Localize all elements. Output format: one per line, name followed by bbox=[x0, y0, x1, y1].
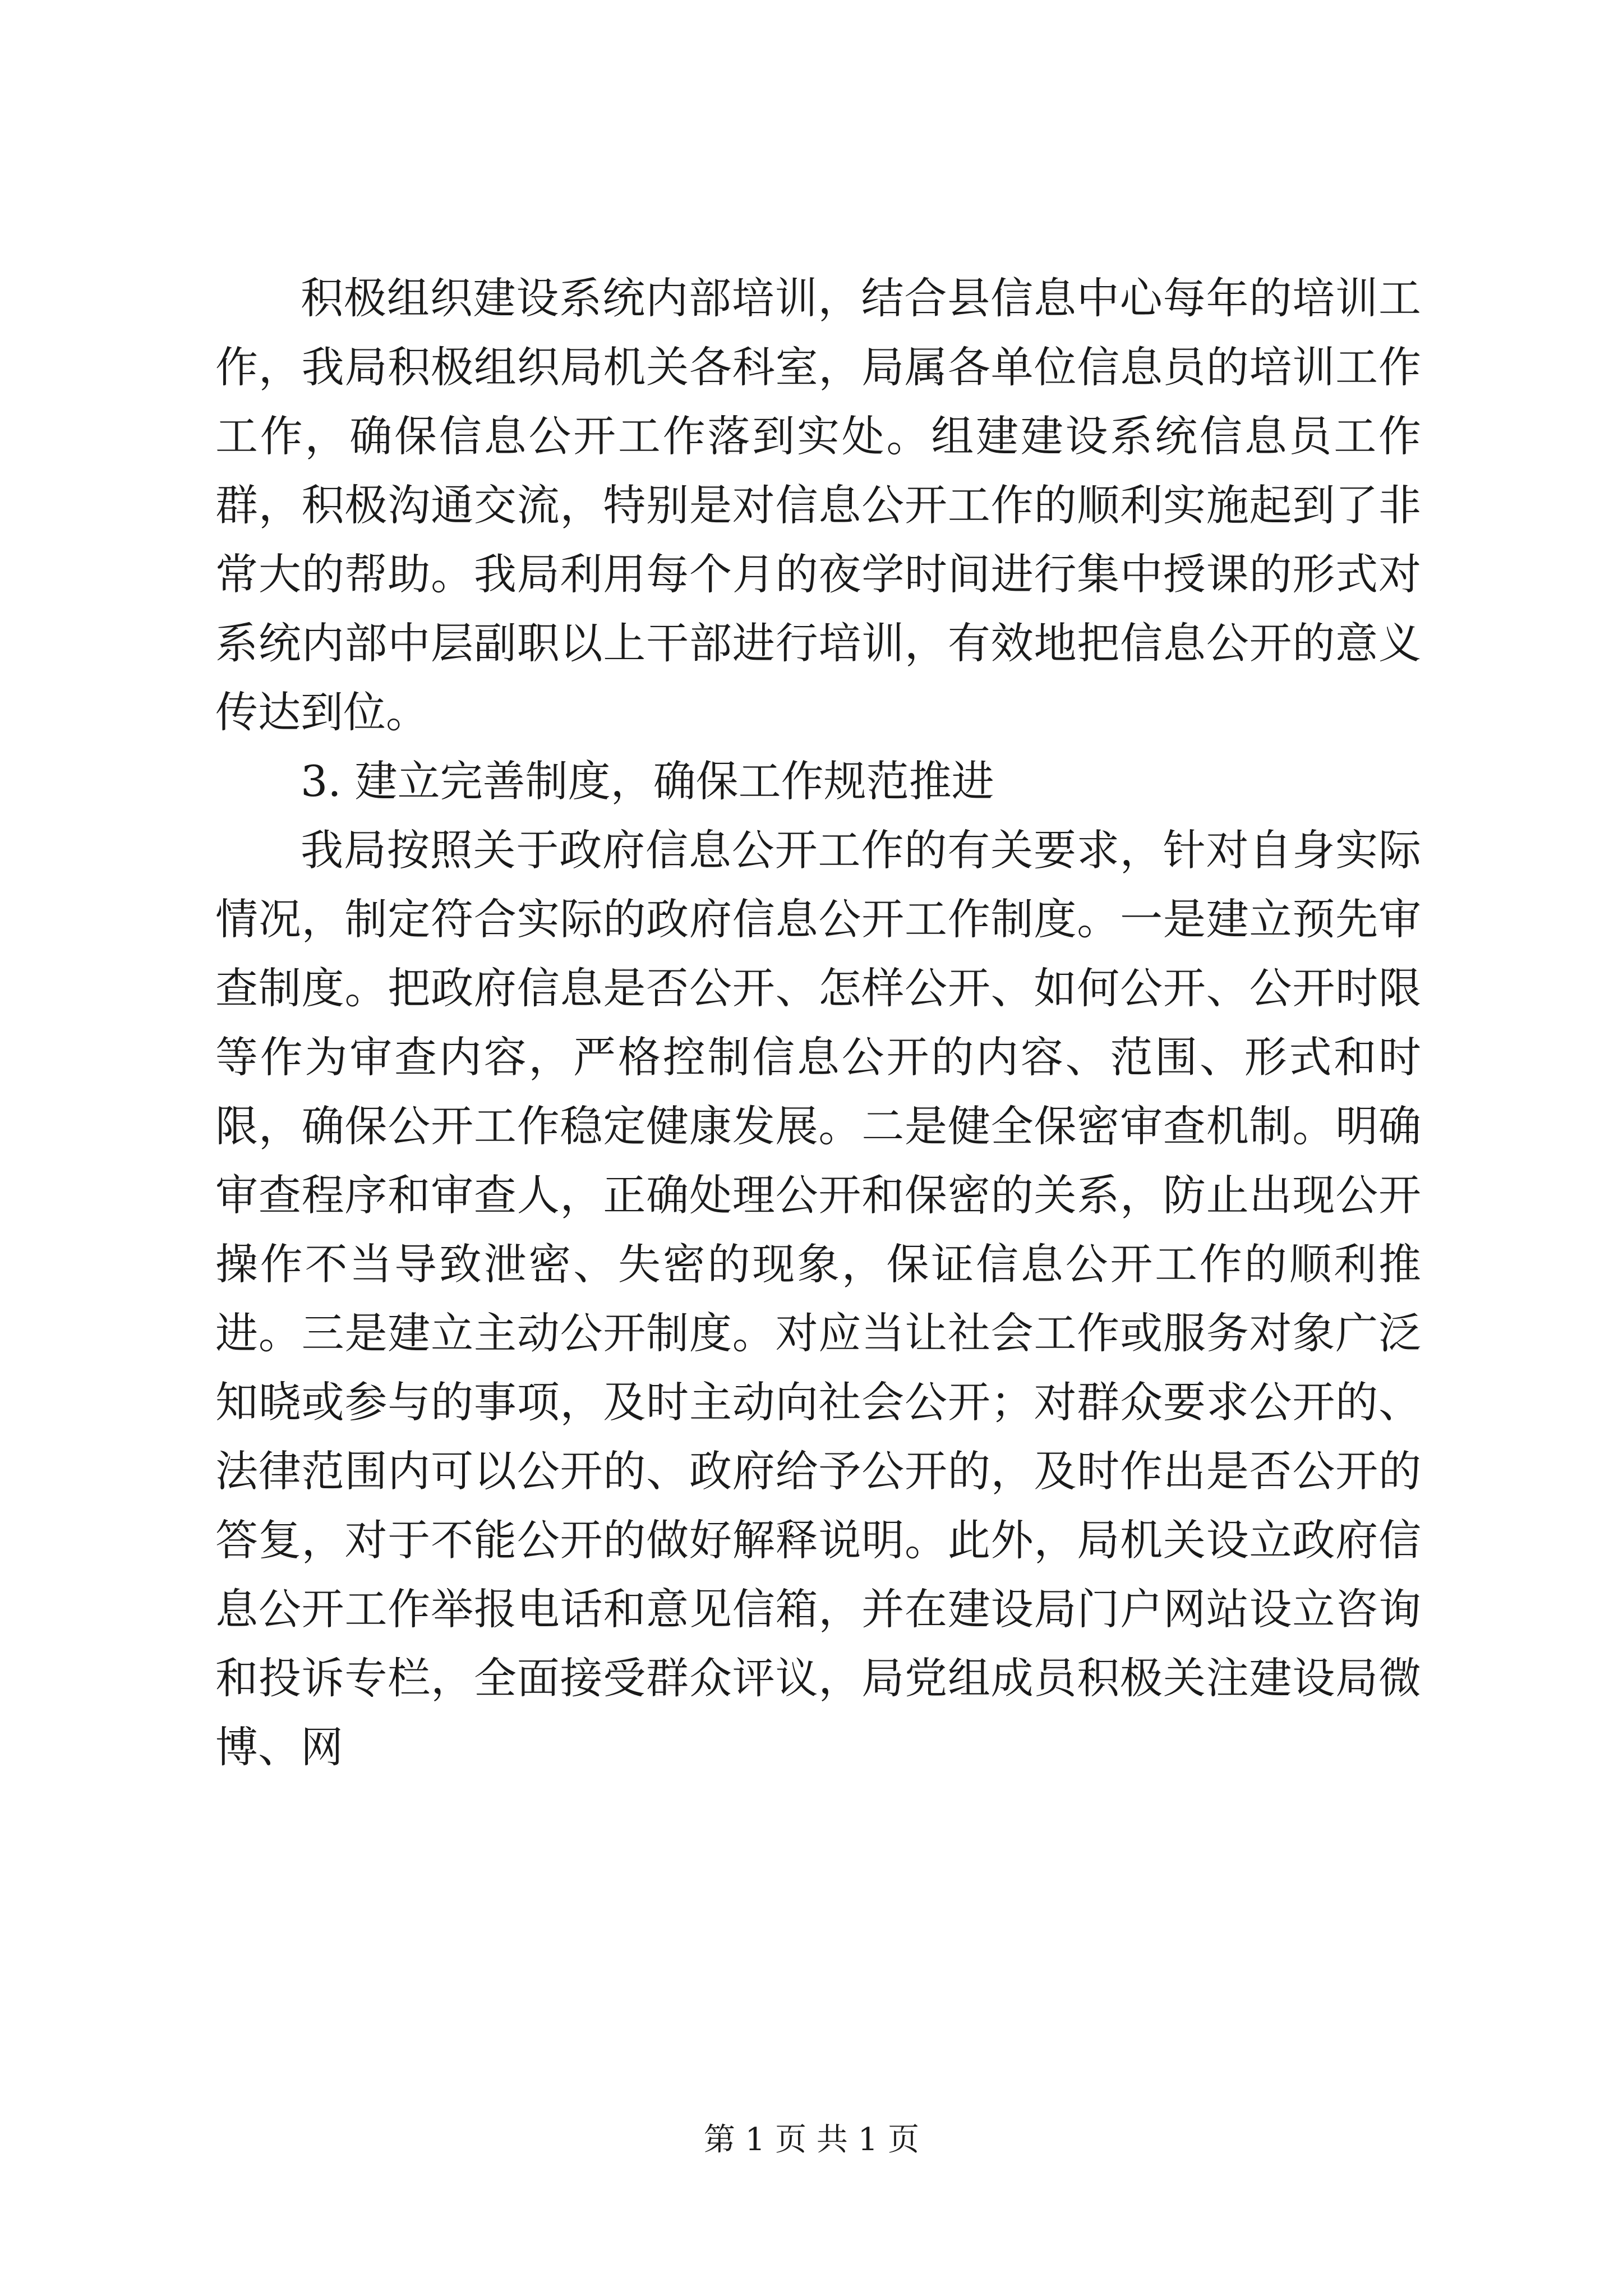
paragraph-system: 我局按照关于政府信息公开工作的有关要求，针对自身实际情况，制定符合实际的政府信息公开工作制度。一是建立预先审查制度。把政府信息是否公开、怎样公开、如何公开、公开时限等作为审查内容，严格控制信息公开的内容、范围、形式和时限，确保公开工作稳定健康发展。二是健全保密审查机制。明确审查程序和审查人，正确处理公开和保密的关系，防止出现公开操作不当导致泄密、失密的现象，保证信息公开工作的顺利推进。三是建立主动公开制度。对应当让社会工作或服务对象广泛知晓或参与的事项，及时主动向社会公开；对群众要求公开的、法律范围内可以公开的、政府给予公开的，及时作出是否公开的答复，对于不能公开的做好解释说明。此外，局机关设立政府信息公开工作举报电话和意见信箱，并在建设局门户网站设立咨询和投诉专栏，全面接受群众评议，局党组成员积极关注建设局微博、网 bbox=[215, 825, 1421, 1772]
paragraph-training: 积极组织建设系统内部培训，结合县信息中心每年的培训工作，我局积极组织局机关各科室，局属各单位信息员的培训工作工作，确保信息公开工作落到实处。组建建设系统信息员工作群，积极沟通交流，特别是对信息公开工作的顺利实施起到了非常大的帮助。我局利用每个月的夜学时间进行集中授课的形式对系统内部中层副职以上干部进行培训，有效地把信息公开的意义传达到位。 bbox=[215, 273, 1421, 737]
page-footer: 第 1 页 共 1 页 bbox=[703, 2122, 920, 2158]
document-body bbox=[215, 264, 1421, 1782]
section-heading: 3. 建立完善制度，确保工作规范推进 bbox=[301, 756, 994, 806]
